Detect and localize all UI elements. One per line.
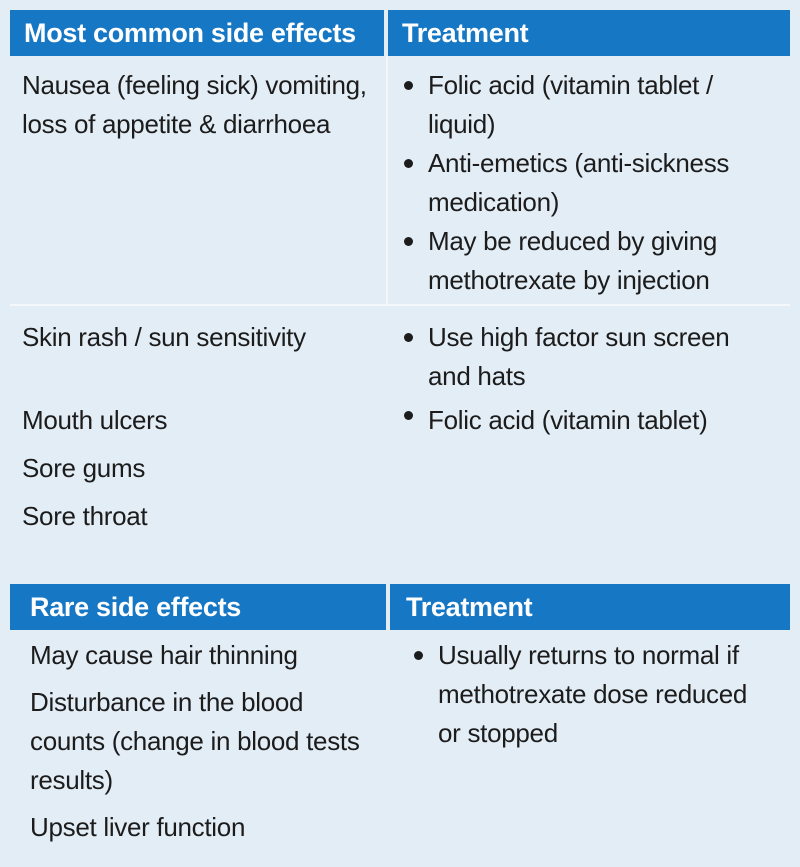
treatment-line: methotrexate by injection (428, 265, 710, 295)
side-effect-cell (10, 306, 388, 396)
side-effect-line: Mouth ulcers (22, 405, 168, 435)
treatment-line: methotrexate dose reduced (438, 679, 748, 709)
header-treatment: Treatment (388, 10, 790, 56)
treatment-line: Folic acid (vitamin tablet) (428, 405, 708, 435)
treatment-list (402, 66, 790, 300)
side-effect-line: Nausea (feeling sick) vomiting, (22, 70, 367, 100)
treatment-item (402, 66, 790, 144)
treatment-line: Anti-emetics (anti-sickness (428, 148, 730, 178)
header-rare-side-effects: Rare side effects (10, 584, 386, 630)
treatment-line: Folic acid (vitamin tablet / (428, 70, 713, 100)
treatment-item (412, 636, 790, 753)
treatment-line: liquid) (428, 109, 496, 139)
spacer (30, 800, 390, 808)
treatment-line: Use high factor sun screen (428, 322, 730, 352)
header-most-common-side-effects: Most common side effects (10, 10, 384, 56)
table-row-mouth-ulcers (10, 396, 790, 540)
treatment-cell (390, 630, 790, 847)
treatment-line: Usually returns to normal if (438, 640, 739, 670)
treatment-line: medication) (428, 187, 560, 217)
spacer (30, 675, 390, 683)
treatment-cell (388, 56, 790, 304)
common-table-header (10, 10, 790, 56)
side-effect-line: counts (change in blood tests (30, 726, 360, 756)
side-effect-cell (10, 630, 390, 847)
side-effect-line: Disturbance in the blood (30, 687, 304, 717)
treatment-item (402, 222, 790, 300)
table-row-nausea (10, 56, 790, 306)
side-effect-cell (10, 56, 388, 304)
treatment-list (412, 636, 790, 753)
treatment-line: or stopped (438, 718, 558, 748)
side-effect-line: loss of appetite & diarrhoea (22, 109, 331, 139)
treatment-item (402, 396, 790, 444)
side-effect-line: Sore gums (22, 453, 146, 483)
treatment-cell (388, 306, 790, 396)
treatment-item (402, 318, 790, 396)
side-effect-line: Upset liver function (30, 812, 246, 842)
rare-side-effects-table (10, 584, 790, 847)
treatment-list (402, 318, 790, 396)
treatment-item (402, 144, 790, 222)
rare-table-header (10, 584, 790, 630)
side-effect-line: results) (30, 765, 113, 795)
treatment-list (402, 396, 790, 444)
treatment-line: and hats (428, 361, 526, 391)
treatment-cell (388, 396, 790, 540)
table-row-skin-rash (10, 306, 790, 396)
treatment-line: May be reduced by giving (428, 226, 718, 256)
side-effect-line: Sore throat (22, 501, 148, 531)
side-effect-line: May cause hair thinning (30, 640, 298, 670)
header-treatment: Treatment (390, 584, 790, 630)
table-row-rare (10, 630, 790, 847)
side-effect-line: Skin rash / sun sensitivity (22, 322, 306, 352)
side-effect-cell (10, 396, 388, 540)
common-side-effects-table (10, 10, 790, 540)
